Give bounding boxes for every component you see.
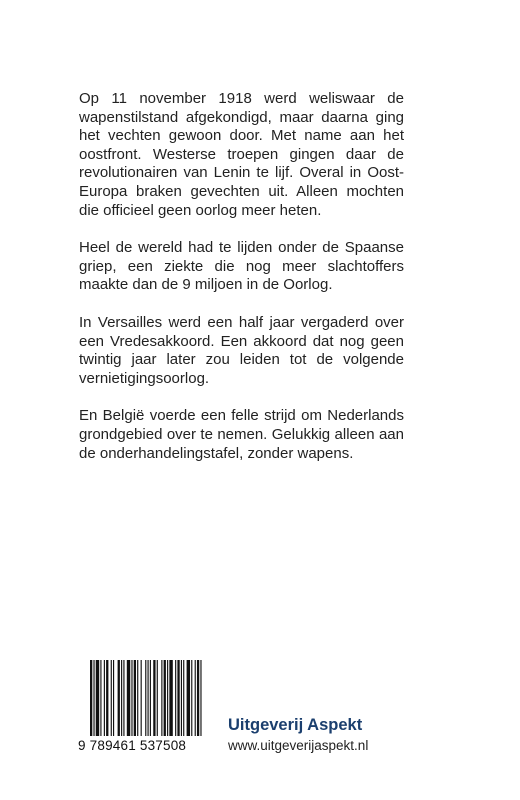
paragraph-3: In Versailles werd een half jaar vergaderd over een Vredesakkoord. Een akkoord dat nog geen twintig jaar later zou leiden tot de volgende vernietigingsoorlog. [79, 313, 404, 387]
isbn-barcode [78, 660, 207, 757]
barcode-bars [90, 660, 204, 736]
paragraph-2: Heel de wereld had te lijden onder de Spaanse griep, een ziekte die nog meer slachtoffers maakte dan de 9 miljoen in de Oorlog. [79, 239, 404, 294]
publisher-url: www.uitgeverijaspekt.nl [228, 738, 369, 753]
blurb-text [79, 90, 404, 482]
publisher-name: Uitgeverij Aspekt [228, 716, 363, 734]
paragraph-4: En België voerde een felle strijd om Nederlands grondgebied over te nemen. Gelukkig alleen aan de onderhandelingstafel, zonder wapens. [79, 407, 404, 462]
isbn-number: 9 789461 537508 [78, 738, 187, 753]
paragraph-1: Op 11 november 1918 werd weliswaar de wapenstilstand afgekondigd, maar daarna ging het vechten gewoon door. Met name aan het oostfront. Westerse troepen gingen daar de revolutionairen van Lenin te lijf. Overal in Oost-Europa braken gevechten uit. Alleen mochten die officieel geen oorlog meer heten. [79, 90, 404, 219]
